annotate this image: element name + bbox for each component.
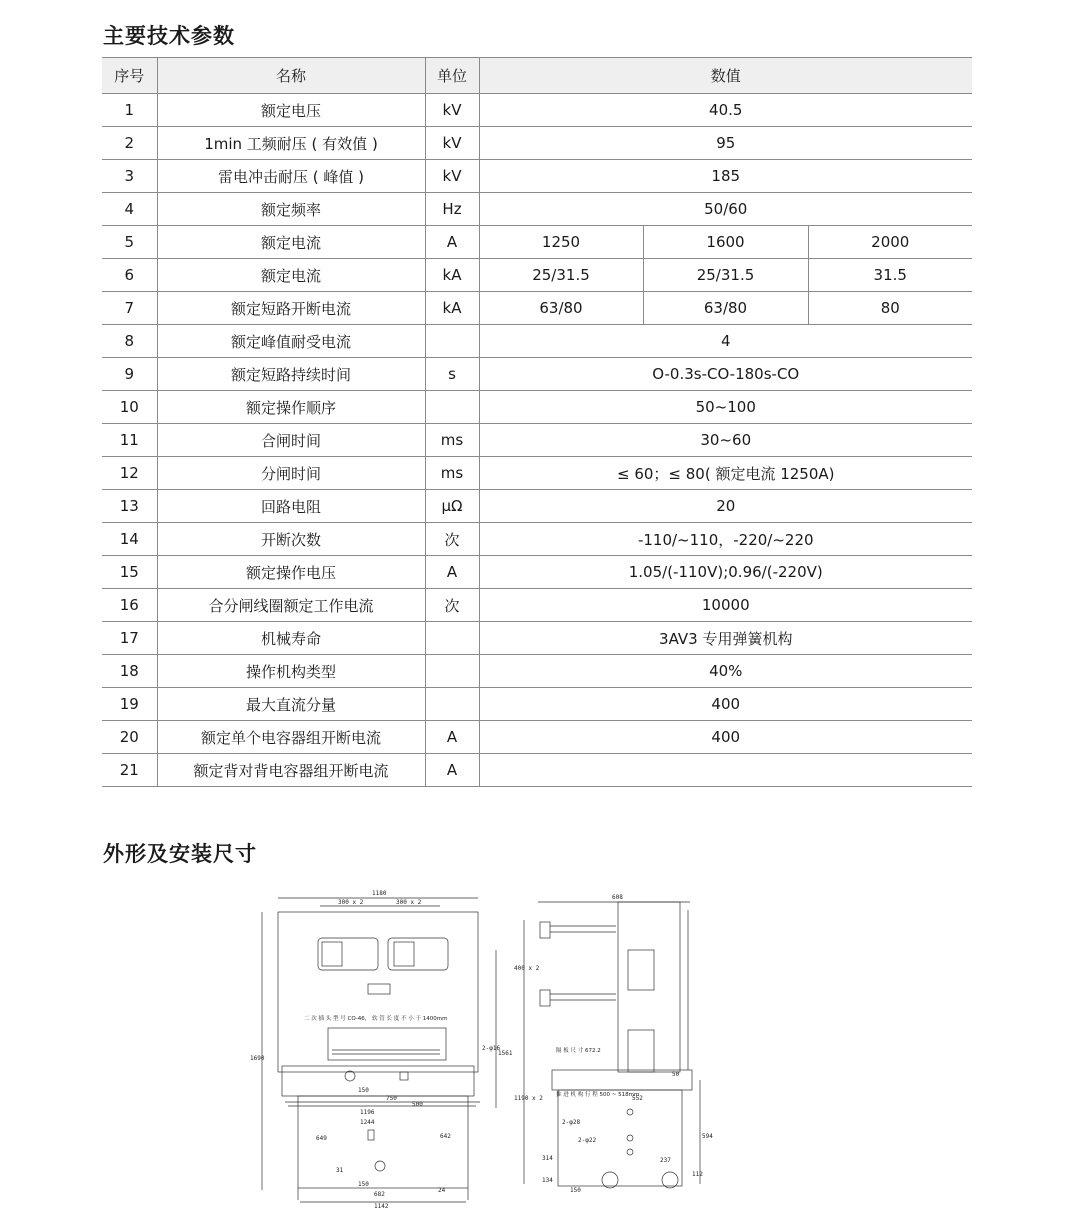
- travel-note: 推 进 机 构 行 程 500 ~ 518mm: [556, 1092, 640, 1098]
- dim-50: 50: [672, 1071, 680, 1078]
- cell-unit: kA: [425, 292, 479, 325]
- cell-name: 额定峰值耐受电流: [157, 325, 425, 358]
- cell-value: 50~100: [479, 391, 972, 424]
- cell-value: 40%: [479, 655, 972, 688]
- cell-name: 额定电压: [157, 94, 425, 127]
- cell-name: 额定短路开断电流: [157, 292, 425, 325]
- section-title-specs: 主要技术参数: [103, 24, 235, 48]
- dim-1196: 1196: [360, 1109, 375, 1116]
- cell-unit: A: [425, 556, 479, 589]
- cell-no: 20: [102, 721, 157, 754]
- spec-table: [102, 57, 972, 787]
- front-window-left: [318, 938, 378, 970]
- side-wheel-front: [602, 1172, 618, 1188]
- dim-400x2: 400 x 2: [514, 965, 540, 972]
- cell-unit: 次: [425, 523, 479, 556]
- pole-upper: [628, 950, 654, 990]
- cell-no: 3: [102, 160, 157, 193]
- cell-unit: ms: [425, 457, 479, 490]
- dim-1561: 1561: [498, 1050, 513, 1057]
- cell-unit: s: [425, 358, 479, 391]
- cell-name: 额定背对背电容器组开断电流: [157, 754, 425, 787]
- dim-2-phi28: 2-φ28: [562, 1119, 581, 1126]
- cell-value: O-0.3s-CO-180s-CO: [479, 358, 972, 391]
- cell-value: 63/80: [479, 292, 643, 325]
- cell-value: 80: [808, 292, 972, 325]
- side-mechanism-box: [552, 1070, 692, 1090]
- cell-name: 额定操作电压: [157, 556, 425, 589]
- cell-unit: [425, 655, 479, 688]
- partition-note: 隔 板 尺 寸 672.2: [556, 1048, 601, 1054]
- header-value: 数值: [479, 58, 972, 94]
- truck-center-hole: [375, 1161, 385, 1171]
- table-row: [102, 193, 972, 226]
- dim-1180: 1180: [372, 890, 387, 897]
- table-row: [102, 292, 972, 325]
- header-unit: 单位: [425, 58, 479, 94]
- dim-500: 500: [412, 1101, 423, 1108]
- dim-750: 750: [386, 1095, 397, 1102]
- mechanism-plate: [282, 1066, 474, 1096]
- table-row: [102, 490, 972, 523]
- table-row: [102, 589, 972, 622]
- dim-1244: 1244: [360, 1119, 375, 1126]
- cell-unit: kV: [425, 160, 479, 193]
- table-row: [102, 259, 972, 292]
- contact-left: [322, 942, 342, 966]
- cell-unit: ms: [425, 424, 479, 457]
- cell-name: 机械寿命: [157, 622, 425, 655]
- cell-value: 400: [479, 688, 972, 721]
- table-row: [102, 556, 972, 589]
- cell-value: 185: [479, 160, 972, 193]
- cell-no: 9: [102, 358, 157, 391]
- dim-134: 134: [542, 1177, 553, 1184]
- cell-name: 额定频率: [157, 193, 425, 226]
- header-name: 名称: [157, 58, 425, 94]
- cell-no: 4: [102, 193, 157, 226]
- cell-no: 19: [102, 688, 157, 721]
- cell-value: 25/31.5: [479, 259, 643, 292]
- cell-no: 12: [102, 457, 157, 490]
- front-window-right: [388, 938, 448, 970]
- cell-name: 额定电流: [157, 259, 425, 292]
- cell-value: 30~60: [479, 424, 972, 457]
- cell-no: 11: [102, 424, 157, 457]
- pole-lower: [628, 1030, 654, 1072]
- cell-value: 40.5: [479, 94, 972, 127]
- cell-name: 额定电流: [157, 226, 425, 259]
- cell-value: 400: [479, 721, 972, 754]
- cell-no: 15: [102, 556, 157, 589]
- dimension-drawing-svg: [240, 880, 720, 1210]
- dim-24: 24: [438, 1187, 446, 1194]
- cell-value: 50/60: [479, 193, 972, 226]
- dim-682: 682: [374, 1191, 385, 1198]
- cell-unit: A: [425, 754, 479, 787]
- table-row: [102, 754, 972, 787]
- truck-body: [298, 1096, 468, 1188]
- table-row: [102, 226, 972, 259]
- table-row: [102, 424, 972, 457]
- front-view: [262, 898, 496, 1202]
- cell-no: 13: [102, 490, 157, 523]
- cell-value: 2000: [808, 226, 972, 259]
- table-row: [102, 127, 972, 160]
- dimension-drawing: [240, 880, 720, 1210]
- dim-150-side: 150: [570, 1187, 581, 1194]
- side-hole-1: [627, 1109, 633, 1115]
- dim-150: 150: [358, 1087, 369, 1094]
- cell-value: -110/~110，-220/~220: [479, 523, 972, 556]
- cell-unit: μΩ: [425, 490, 479, 523]
- dim-608: 608: [612, 894, 623, 901]
- upper-contact-arm: [540, 922, 550, 938]
- table-row: [102, 457, 972, 490]
- cell-name: 回路电阻: [157, 490, 425, 523]
- cell-name: 合闸时间: [157, 424, 425, 457]
- cell-value: 31.5: [808, 259, 972, 292]
- dim-314: 314: [542, 1155, 553, 1162]
- contact-arm-lines: [550, 926, 616, 1000]
- side-wheel-rear: [662, 1172, 678, 1188]
- mechanism-indicator: [400, 1072, 408, 1080]
- table-row: [102, 655, 972, 688]
- side-hole-3: [627, 1149, 633, 1155]
- cell-value: 20: [479, 490, 972, 523]
- cell-unit: [425, 622, 479, 655]
- cell-value: 1.05/(-110V);0.96/(-220V): [479, 556, 972, 589]
- table-header-row: [102, 58, 972, 94]
- cell-no: 16: [102, 589, 157, 622]
- dim-150-bottom: 150: [358, 1181, 369, 1188]
- cell-name: 额定操作顺序: [157, 391, 425, 424]
- cell-value: 1600: [643, 226, 808, 259]
- cell-unit: Hz: [425, 193, 479, 226]
- cell-value: ≤ 60；≤ 80( 额定电流 1250A): [479, 457, 972, 490]
- dim-552: 552: [632, 1095, 643, 1102]
- table-body: [102, 94, 972, 787]
- cell-name: 1min 工频耐压 ( 有效值 ): [157, 127, 425, 160]
- side-pole-column: [618, 902, 680, 1072]
- cell-unit: kA: [425, 259, 479, 292]
- cell-value: 4: [479, 325, 972, 358]
- cell-value: 3AV3 专用弹簧机构: [479, 622, 972, 655]
- cell-no: 6: [102, 259, 157, 292]
- dim-31: 31: [336, 1167, 344, 1174]
- lower-contact-arm: [540, 990, 550, 1006]
- dim-642: 642: [440, 1133, 451, 1140]
- header-no: 序号: [102, 58, 157, 94]
- cell-unit: A: [425, 226, 479, 259]
- side-view: [524, 902, 700, 1188]
- cell-name: 操作机构类型: [157, 655, 425, 688]
- dim-594: 594: [702, 1133, 713, 1140]
- cell-no: 5: [102, 226, 157, 259]
- cell-value: 10000: [479, 589, 972, 622]
- cell-value: 95: [479, 127, 972, 160]
- table-row: [102, 160, 972, 193]
- cell-unit: A: [425, 721, 479, 754]
- dim-300x2-left: 300 x 2: [338, 899, 364, 906]
- dim-237: 237: [660, 1157, 671, 1164]
- dim-2-phi16: 2-φ16: [482, 1045, 501, 1052]
- cable-chain: [328, 1028, 446, 1060]
- table-row: [102, 622, 972, 655]
- cell-unit: kV: [425, 94, 479, 127]
- dim-1142: 1142: [374, 1203, 389, 1210]
- table-row: [102, 688, 972, 721]
- handle-hole: [345, 1071, 355, 1081]
- dim-649: 649: [316, 1135, 327, 1142]
- cable-chain-lines: [332, 1050, 440, 1054]
- cell-unit: kV: [425, 127, 479, 160]
- cell-no: 18: [102, 655, 157, 688]
- table-row: [102, 94, 972, 127]
- cell-name: 分闸时间: [157, 457, 425, 490]
- cell-no: 14: [102, 523, 157, 556]
- side-truck-body: [558, 1090, 682, 1186]
- table-row: [102, 391, 972, 424]
- cell-unit: [425, 391, 479, 424]
- cell-unit: 次: [425, 589, 479, 622]
- table-row: [102, 325, 972, 358]
- cell-no: 2: [102, 127, 157, 160]
- cell-name: 最大直流分量: [157, 688, 425, 721]
- cell-no: 1: [102, 94, 157, 127]
- dim-1190x2: 1190 x 2: [514, 1095, 543, 1102]
- cell-unit: [425, 688, 479, 721]
- cell-value: [479, 754, 972, 787]
- table-row: [102, 721, 972, 754]
- dim-2-phi22: 2-φ22: [578, 1137, 597, 1144]
- dim-300x2-right: 300 x 2: [396, 899, 422, 906]
- cell-value: 25/31.5: [643, 259, 808, 292]
- nameplate: [368, 984, 390, 994]
- cell-no: 8: [102, 325, 157, 358]
- table-row: [102, 523, 972, 556]
- cell-no: 10: [102, 391, 157, 424]
- cell-no: 21: [102, 754, 157, 787]
- truck-pin: [368, 1130, 374, 1140]
- cell-unit: [425, 325, 479, 358]
- cell-name: 雷电冲击耐压 ( 峰值 ): [157, 160, 425, 193]
- cell-name: 开断次数: [157, 523, 425, 556]
- cell-name: 合分闸线圈额定工作电流: [157, 589, 425, 622]
- section-title-dimensions: 外形及安装尺寸: [103, 842, 257, 866]
- cable-note: 二 次 插 头 型 号 CO-46， 软 管 长 度 不 小 于 1400mm: [304, 1016, 448, 1022]
- dim-112: 112: [692, 1171, 703, 1178]
- front-panel-outline: [278, 912, 478, 1072]
- cell-no: 17: [102, 622, 157, 655]
- cell-name: 额定短路持续时间: [157, 358, 425, 391]
- contact-right: [394, 942, 414, 966]
- cell-value: 63/80: [643, 292, 808, 325]
- table-row: [102, 358, 972, 391]
- side-hole-2: [627, 1135, 633, 1141]
- cell-value: 1250: [479, 226, 643, 259]
- dim-1690: 1690: [250, 1055, 265, 1062]
- cell-name: 额定单个电容器组开断电流: [157, 721, 425, 754]
- cell-no: 7: [102, 292, 157, 325]
